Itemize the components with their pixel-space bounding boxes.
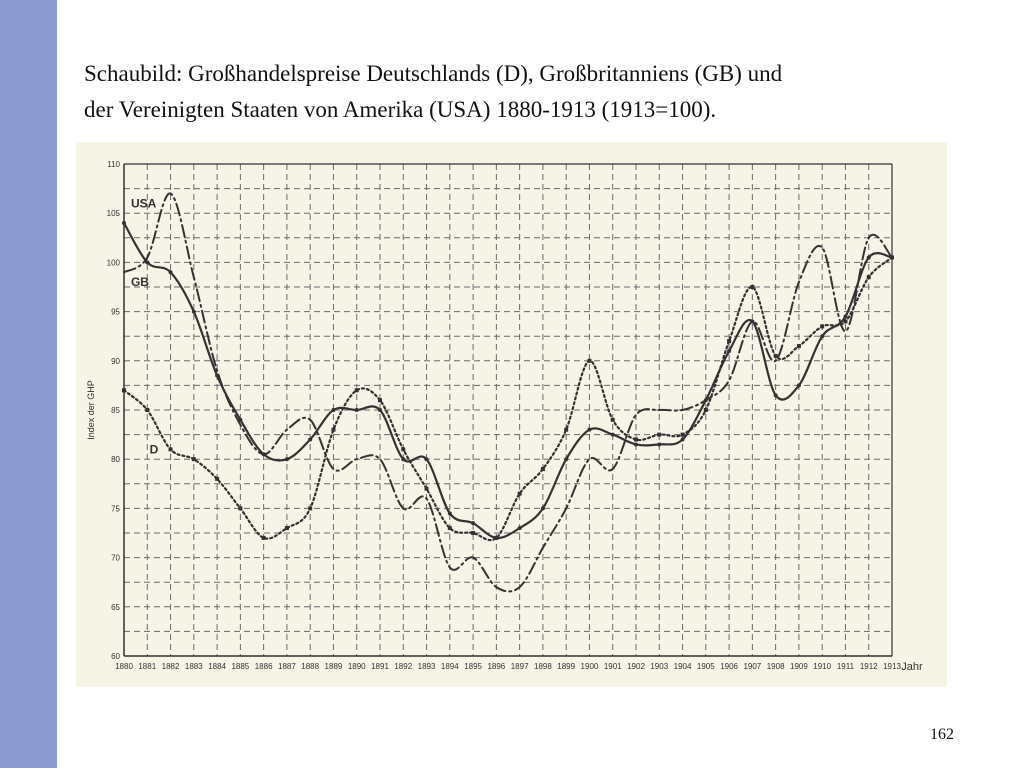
- data-point-d: [727, 339, 731, 343]
- x-tick-label: 1909: [790, 662, 808, 671]
- data-point-gb: [564, 457, 568, 461]
- data-point-gb: [192, 310, 196, 314]
- x-axis-label: Jahr: [901, 661, 923, 673]
- data-point-gb: [331, 408, 335, 412]
- x-tick-label: 1911: [836, 662, 855, 671]
- x-tick-label: 1907: [743, 662, 762, 671]
- data-point-d: [285, 526, 289, 530]
- data-point-gb: [843, 315, 847, 319]
- x-tick-label: 1889: [324, 662, 343, 671]
- data-point-d: [448, 526, 452, 530]
- data-point-d: [634, 438, 638, 442]
- data-point-d: [681, 433, 685, 437]
- x-tick-label: 1895: [464, 662, 482, 671]
- data-point-gb: [634, 442, 638, 446]
- data-point-gb: [448, 511, 452, 515]
- data-point-d: [471, 531, 475, 535]
- x-tick-label: 1884: [208, 662, 226, 671]
- slide-title-line-1: Schaubild: Großhandelspreise Deutschlands (D), Großbritanniens (GB) und: [84, 61, 783, 86]
- data-point-gb: [262, 452, 266, 456]
- data-point-d: [169, 447, 173, 451]
- series-label-d: D: [149, 442, 159, 457]
- data-point-gb: [727, 349, 731, 353]
- x-tick-label: 1913: [883, 662, 901, 671]
- data-point-gb: [355, 408, 359, 412]
- data-point-d: [145, 408, 149, 412]
- data-point-d: [611, 418, 615, 422]
- y-tick-label: 100: [106, 258, 120, 268]
- data-point-d: [890, 255, 894, 259]
- data-point-gb: [820, 334, 824, 338]
- chart-figure: [76, 142, 947, 687]
- data-point-gb: [122, 221, 126, 225]
- series-line-d: [124, 258, 892, 541]
- data-point-d: [331, 428, 335, 432]
- data-point-d: [587, 359, 591, 363]
- x-tick-label: 1880: [115, 662, 133, 671]
- data-point-d: [518, 492, 522, 496]
- x-tick-label: 1892: [394, 662, 413, 671]
- series-label-gb: GB: [130, 275, 149, 290]
- line-chart: [76, 142, 947, 687]
- x-tick-label: 1883: [184, 662, 203, 671]
- data-point-gb: [541, 506, 545, 510]
- x-tick-label: 1899: [557, 662, 576, 671]
- y-tick-label: 95: [111, 307, 120, 317]
- data-point-d: [122, 388, 126, 392]
- y-tick-label: 80: [111, 455, 120, 465]
- data-point-gb: [378, 408, 382, 412]
- data-point-gb: [285, 457, 289, 461]
- data-point-gb: [169, 270, 173, 274]
- data-point-gb: [308, 438, 312, 442]
- y-axis-label: Index der GHP: [86, 380, 96, 440]
- x-tick-label: 1893: [417, 662, 436, 671]
- data-point-gb: [704, 398, 708, 402]
- x-tick-label: 1897: [510, 662, 529, 671]
- x-tick-label: 1891: [371, 662, 389, 671]
- y-tick-label: 105: [106, 209, 120, 219]
- data-point-gb: [867, 255, 871, 259]
- data-point-gb: [238, 418, 242, 422]
- x-tick-label: 1886: [254, 662, 273, 671]
- x-tick-label: 1894: [440, 662, 459, 671]
- x-tick-label: 1903: [650, 662, 669, 671]
- y-tick-label: 90: [111, 356, 120, 366]
- data-point-gb: [425, 457, 429, 461]
- y-tick-label: 75: [111, 504, 120, 514]
- x-tick-label: 1904: [673, 662, 692, 671]
- data-point-d: [541, 467, 545, 471]
- page-number: 162: [930, 726, 954, 743]
- data-point-d: [238, 506, 242, 510]
- data-point-gb: [518, 526, 522, 530]
- x-tick-label: 1901: [603, 662, 622, 671]
- y-tick-label: 60: [111, 652, 120, 661]
- data-point-d: [797, 344, 801, 348]
- y-tick-label: 85: [111, 406, 120, 415]
- x-tick-label: 1905: [696, 662, 715, 671]
- data-point-d: [657, 433, 661, 437]
- data-point-gb: [797, 383, 801, 387]
- x-tick-label: 1906: [720, 662, 738, 671]
- slide-title-line-2: der Vereinigten Staaten von Amerika (USA) 1880-1913 (1913=100).: [84, 97, 717, 122]
- series-line-usa: [124, 193, 892, 591]
- data-point-gb: [657, 442, 661, 446]
- data-point-gb: [611, 433, 615, 437]
- data-point-d: [564, 428, 568, 432]
- x-tick-label: 1881: [138, 662, 157, 671]
- sidebar-accent-bar: [0, 0, 57, 768]
- data-point-d: [192, 457, 196, 461]
- x-tick-label: 1898: [534, 662, 552, 671]
- data-point-d: [494, 536, 498, 540]
- data-point-gb: [587, 428, 591, 432]
- y-tick-label: 70: [111, 553, 120, 563]
- x-tick-label: 1902: [627, 662, 645, 671]
- data-point-d: [843, 319, 847, 323]
- slide-title: [84, 56, 984, 128]
- x-tick-label: 1887: [278, 662, 296, 671]
- data-point-d: [215, 477, 219, 481]
- data-point-d: [378, 398, 382, 402]
- data-point-d: [401, 447, 405, 451]
- x-tick-label: 1890: [347, 662, 366, 671]
- data-point-d: [425, 487, 429, 491]
- data-point-gb: [681, 438, 685, 442]
- data-point-d: [355, 388, 359, 392]
- x-tick-label: 1908: [766, 662, 785, 671]
- data-point-d: [750, 285, 754, 289]
- series-line-gb: [124, 223, 892, 538]
- data-point-d: [308, 506, 312, 510]
- x-tick-label: 1912: [859, 662, 878, 671]
- x-tick-label: 1896: [487, 662, 506, 671]
- y-tick-label: 110: [107, 160, 120, 169]
- data-point-d: [820, 324, 824, 328]
- x-tick-label: 1910: [813, 662, 832, 671]
- y-tick-label: 65: [111, 602, 120, 612]
- data-point-gb: [401, 457, 405, 461]
- data-point-gb: [750, 319, 754, 323]
- x-tick-label: 1900: [580, 662, 599, 671]
- x-tick-label: 1888: [301, 662, 320, 671]
- x-tick-label: 1885: [231, 662, 250, 671]
- series-label-usa: USA: [130, 196, 157, 211]
- data-point-gb: [215, 374, 219, 378]
- x-tick-label: 1882: [161, 662, 180, 671]
- data-point-gb: [145, 260, 149, 264]
- data-point-gb: [471, 521, 475, 525]
- data-point-d: [262, 536, 266, 540]
- data-point-gb: [774, 393, 778, 397]
- data-point-d: [774, 354, 778, 358]
- data-point-d: [867, 275, 871, 279]
- data-point-d: [704, 408, 708, 412]
